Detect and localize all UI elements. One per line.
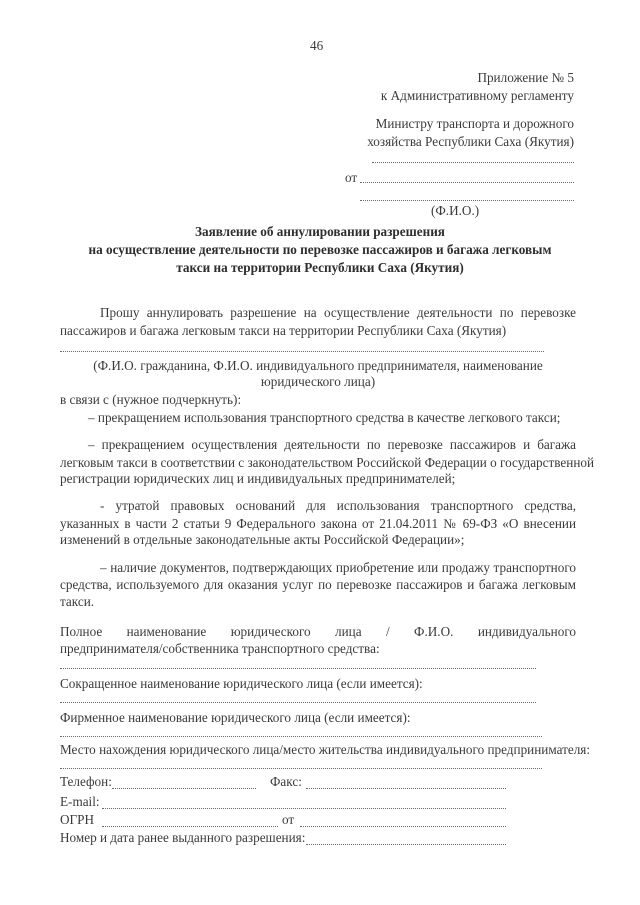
reason-3-line1: - утратой правовых оснований для использования транспортного средства, (100, 498, 576, 513)
addressee-blank-line (372, 162, 574, 163)
location-blank-line (60, 768, 542, 769)
ogrn-date-blank-line (300, 826, 506, 827)
from-blank-line (360, 182, 574, 183)
full-name-label-line1: Полное наименование юридического лица / Ф.И.О. индивидуального (60, 624, 576, 639)
fax-label: Факс: (270, 774, 302, 789)
title-line1: Заявление об аннулировании разрешения (195, 224, 445, 239)
reason-3-line3: изменений в отдельные законодательные акты Российской Федерации»; (60, 532, 465, 547)
brand-name-blank-line (60, 736, 542, 737)
reason-4-line2: средства, используемого для оказания услуг по перевозке пассажиров и багажа легковым (60, 577, 576, 592)
reason-2-line3: регистрации юридических лиц и индивидуальных предпринимателей; (60, 471, 456, 486)
reason-3-line2: указанных в части 2 статьи 9 Федерального закона от 21.04.2011 № 69-ФЗ «О внесении (60, 516, 576, 531)
appendix-number: Приложение № 5 (477, 70, 574, 85)
request-line1: Прошу аннулировать разрешение на осуществление деятельности по перевозке (100, 305, 576, 320)
title-line3: такси на территории Республики Саха (Якутия) (176, 260, 464, 275)
applicant-blank-line (60, 351, 544, 352)
title-line2: на осуществление деятельности по перевозке пассажиров и багажа легковым (88, 242, 552, 257)
reason-4-line3: такси. (60, 594, 95, 609)
short-name-label: Сокращенное наименование юридического лица (если имеется): (60, 676, 423, 691)
reason-1: – прекращением использования транспортного средства в качестве легкового такси; (88, 410, 561, 425)
short-name-blank-line (60, 702, 536, 703)
page-number: 46 (310, 38, 324, 53)
location-label: Место нахождения юридического лица/место жительства индивидуального предпринимателя: (60, 742, 591, 757)
ogrn-label: ОГРН (60, 812, 95, 827)
applicant-caption1: (Ф.И.О. гражданина, Ф.И.О. индивидуального предпринимателя, наименование (93, 358, 543, 373)
addressee-line1: Министру транспорта и дорожного (375, 116, 574, 131)
ogrn-blank-line (102, 826, 278, 827)
request-line2: пассажиров и багажа легковым такси на территории Республики Саха (Якутия) (60, 323, 507, 338)
ogrn-from-label: от (282, 812, 295, 827)
appendix-regulation: к Административному регламенту (380, 88, 574, 103)
from-blank-line-2 (360, 200, 574, 201)
fax-blank-line (306, 788, 506, 789)
email-blank-line (102, 808, 506, 809)
from-label: от (345, 170, 358, 185)
full-name-blank-line (60, 668, 536, 669)
addressee-line2: хозяйства Республики Саха (Якутия) (367, 134, 574, 149)
reason-2-line2: легковым такси в соответствии с законодательством Российской Федерации о государственной (60, 455, 595, 470)
brand-name-label: Фирменное наименование юридического лица (если имеется): (60, 710, 411, 725)
permit-label: Номер и дата ранее выданного разрешения: (60, 830, 306, 845)
reason-intro: в связи с (нужное подчеркнуть): (60, 392, 242, 407)
applicant-caption2: юридического лица) (260, 374, 376, 389)
reason-2-line1: – прекращением осуществления деятельности по перевозке пассажиров и багажа (88, 437, 576, 452)
permit-blank-line (306, 844, 506, 845)
phone-label: Телефон: (60, 774, 112, 789)
full-name-label-line2: предпринимателя/собственника транспортного средства: (60, 641, 380, 656)
fio-caption: (Ф.И.О.) (431, 203, 480, 218)
reason-4-line1: – наличие документов, подтверждающих приобретение или продажу транспортного (100, 560, 576, 575)
phone-blank-line (112, 788, 256, 789)
email-label: E-mail: (60, 794, 100, 809)
